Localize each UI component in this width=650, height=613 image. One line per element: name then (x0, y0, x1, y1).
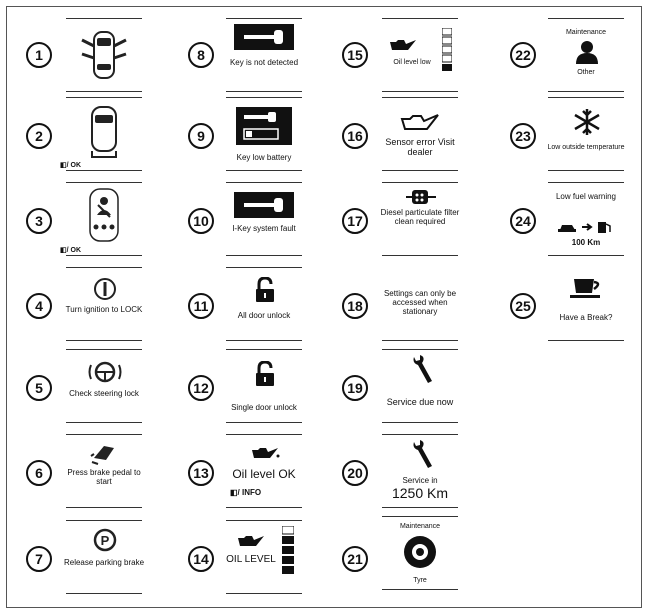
item-number-2: 2 (26, 123, 52, 149)
padlock-open-icon (254, 361, 276, 387)
particulate-filter-icon (406, 188, 436, 206)
panel-10 (226, 182, 302, 256)
panel-sub-21: Tyre (413, 577, 427, 584)
panel-24 (548, 182, 624, 256)
panel-text-11: All door unlock (237, 311, 291, 320)
item-number-21: 21 (342, 546, 368, 572)
padlock-open-icon (254, 277, 276, 303)
status-ok-3: ◧/ OK (60, 247, 82, 254)
panel-22 (548, 18, 624, 92)
status-ok-2: ◧/ OK (60, 162, 82, 169)
brake-pedal-icon (90, 440, 120, 466)
panel-9 (226, 97, 302, 171)
panel-text-21: Maintenance (399, 523, 441, 530)
panel-text-22: Maintenance (565, 29, 607, 36)
panel-text-4: Turn ignition to LOCK (65, 305, 143, 314)
oil-can-icon (250, 444, 280, 462)
panel-17 (382, 182, 458, 256)
panel-text-25: Have a Break? (559, 313, 613, 322)
fuel-distance-24: 100 Km (571, 238, 601, 247)
svg-text:P: P (100, 533, 110, 548)
panel-text-9: Key low battery (236, 153, 292, 162)
item-number-25: 25 (510, 293, 536, 319)
panel-18 (382, 267, 458, 341)
panel-sub-22: Other (577, 69, 595, 76)
item-number-6: 6 (26, 460, 52, 486)
panel-14 (226, 520, 302, 594)
key-battery-icon (236, 107, 292, 145)
panel-8 (226, 18, 302, 92)
oil-level-gauge-icon (442, 28, 452, 82)
wrench-icon (410, 355, 434, 385)
item-number-7: 7 (26, 546, 52, 572)
panel-25 (548, 267, 624, 341)
item-number-1: 1 (26, 42, 52, 68)
panel-2 (60, 97, 142, 171)
panel-11 (226, 267, 302, 341)
panel-text-8: Key is not detected (229, 58, 299, 67)
panel-text-12: Single door unlock (231, 403, 297, 412)
item-number-9: 9 (188, 123, 214, 149)
oil-can-icon (388, 36, 418, 54)
panel-text-17: Diesel particulate filter clean required (380, 208, 460, 226)
panel-3 (60, 182, 142, 256)
item-number-23: 23 (510, 123, 536, 149)
panel-text-23: Low outside temperature (547, 144, 625, 151)
panel-text-13: Oil level OK (232, 467, 296, 481)
item-number-15: 15 (342, 42, 368, 68)
panel-21 (382, 516, 458, 590)
item-number-17: 17 (342, 208, 368, 234)
panel-text-18: Settings can only be accessed when stationary (383, 289, 457, 316)
oil-can-icon (400, 111, 440, 133)
item-number-19: 19 (342, 375, 368, 401)
parking-brake-icon (93, 528, 117, 552)
item-number-13: 13 (188, 460, 214, 486)
item-number-16: 16 (342, 123, 368, 149)
item-number-8: 8 (188, 42, 214, 68)
panel-text-14: OIL LEVEL (226, 554, 276, 565)
item-number-14: 14 (188, 546, 214, 572)
wrench-icon (410, 440, 434, 470)
panel-text-6: Press brake pedal to start (67, 468, 141, 486)
item-number-18: 18 (342, 293, 368, 319)
item-number-12: 12 (188, 375, 214, 401)
key-icon (234, 192, 294, 218)
panel-text-7: Release parking brake (63, 558, 145, 567)
item-number-22: 22 (510, 42, 536, 68)
key-icon (234, 24, 294, 50)
service-distance-20: 1250 Km (391, 485, 449, 501)
panel-5 (66, 349, 142, 423)
panel-6 (66, 434, 142, 508)
panel-text-19: Service due now (386, 397, 454, 407)
item-number-24: 24 (510, 208, 536, 234)
panel-text-15: Oil level low (393, 59, 431, 66)
panel-16 (382, 97, 458, 171)
ignition-icon (93, 277, 117, 301)
panel-text-10: I-Key system fault (232, 224, 296, 233)
panel-13 (226, 434, 302, 508)
seat-belt-car-icon (82, 187, 126, 243)
panel-7 (63, 520, 145, 594)
fuel-pump-icon (558, 220, 614, 234)
panel-text-20: Service in (402, 476, 438, 485)
panel-1 (66, 18, 142, 92)
item-number-3: 3 (26, 208, 52, 234)
steering-wheel-icon (88, 359, 122, 385)
oil-level-gauge-icon (282, 526, 294, 582)
panel-text-16: Sensor error Visit dealer (385, 137, 455, 157)
person-icon (576, 40, 598, 64)
oil-can-icon (236, 532, 266, 550)
tailgate-open-car-icon (80, 103, 128, 159)
panel-12 (226, 349, 302, 423)
panel-text-5: Check steering lock (69, 389, 139, 398)
item-number-4: 4 (26, 293, 52, 319)
item-number-5: 5 (26, 375, 52, 401)
snowflake-icon (572, 107, 602, 137)
panel-4 (66, 267, 142, 341)
coffee-cup-icon (570, 277, 604, 301)
item-number-20: 20 (342, 460, 368, 486)
panel-15 (382, 18, 458, 92)
doors-open-car-icon (76, 24, 132, 84)
status-info-13: ◧/ INFO (230, 488, 262, 497)
item-number-11: 11 (188, 293, 214, 319)
item-number-10: 10 (188, 208, 214, 234)
panel-20 (382, 434, 458, 508)
tyre-icon (402, 534, 438, 570)
panel-text-24: Low fuel warning (555, 192, 617, 201)
panel-23 (548, 97, 624, 171)
panel-19 (382, 349, 458, 423)
